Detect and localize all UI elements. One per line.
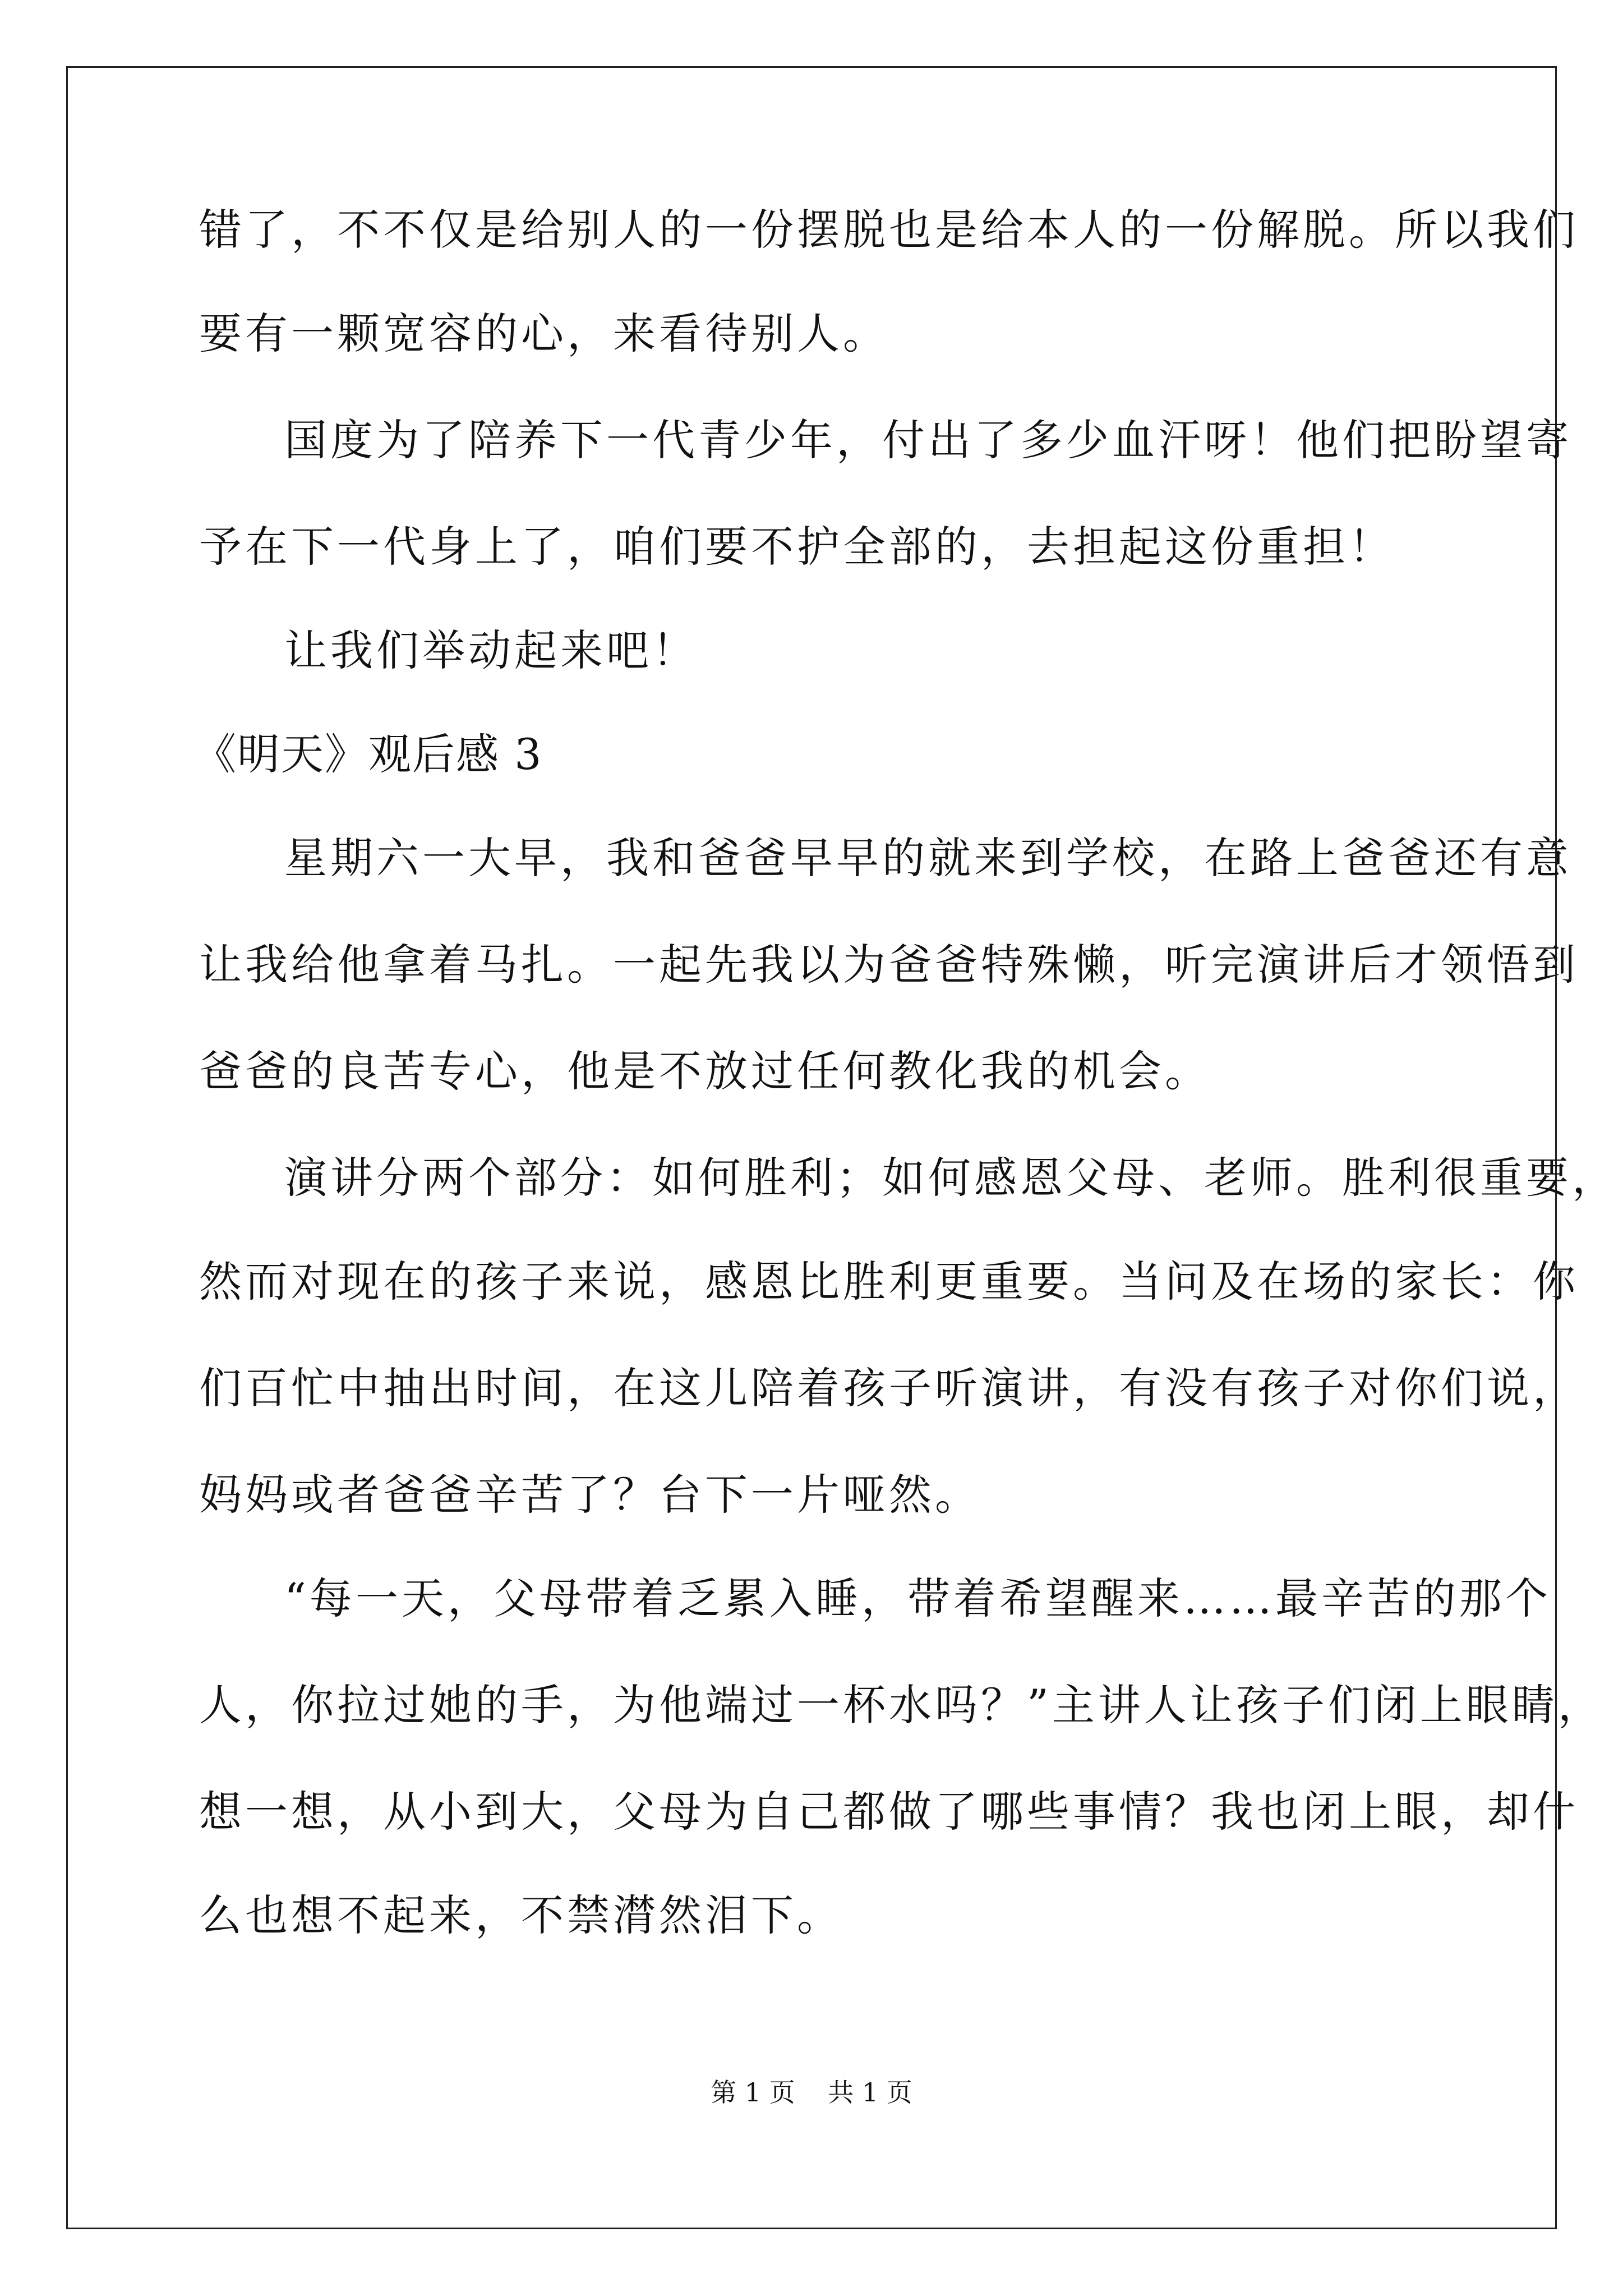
text-line: 们百忙中抽出时间，在这儿陪着孩子听演讲，有没有孩子对你们说，	[199, 1363, 1579, 1413]
text-line: 然而对现在的孩子来说，感恩比胜利更重要。当问及在场的家长：你	[199, 1257, 1579, 1306]
text-line: 要有一颗宽容的心，来看待别人。	[199, 309, 889, 358]
text-line: 星期六一大早，我和爸爸早早的就来到学校，在路上爸爸还有意	[284, 833, 1572, 883]
text-line: 错了，不不仅是给别人的一份摆脱也是给本人的一份解脱。所以我们	[199, 205, 1579, 255]
text-line: 人，你拉过她的手，为他端过一杯水吗？”主讲人让孩子们闭上眼睛，	[199, 1680, 1604, 1730]
text-line: 想一想，从小到大，父母为自己都做了哪些事情？我也闭上眼，却什	[199, 1787, 1579, 1837]
text-line: 妈妈或者爸爸辛苦了？台下一片哑然。	[199, 1470, 981, 1520]
page-number-footer: 第 1 页 共 1 页	[711, 2077, 912, 2108]
text-line: 让我们举动起来吧！	[284, 625, 698, 675]
section-heading: 《明天》观后感 3	[193, 729, 543, 779]
text-line: 国度为了陪养下一代青少年，付出了多少血汗呀！他们把盼望寄	[284, 415, 1572, 465]
text-line: 么也想不起来，不禁潸然泪下。	[199, 1890, 843, 1940]
text-line: 爸爸的良苦专心，他是不放过任何教化我的机会。	[199, 1046, 1211, 1096]
text-line: “每一天，父母带着乏累入睡，带着希望醒来……最辛苦的那个	[284, 1573, 1551, 1623]
text-line: 让我给他拿着马扎。一起先我以为爸爸特殊懒，听完演讲后才领悟到	[199, 940, 1579, 990]
text-line: 演讲分两个部分：如何胜利；如何感恩父母、老师。胜利很重要，	[284, 1153, 1618, 1203]
text-line: 予在下一代身上了，咱们要不护全部的，去担起这份重担！	[199, 522, 1395, 572]
